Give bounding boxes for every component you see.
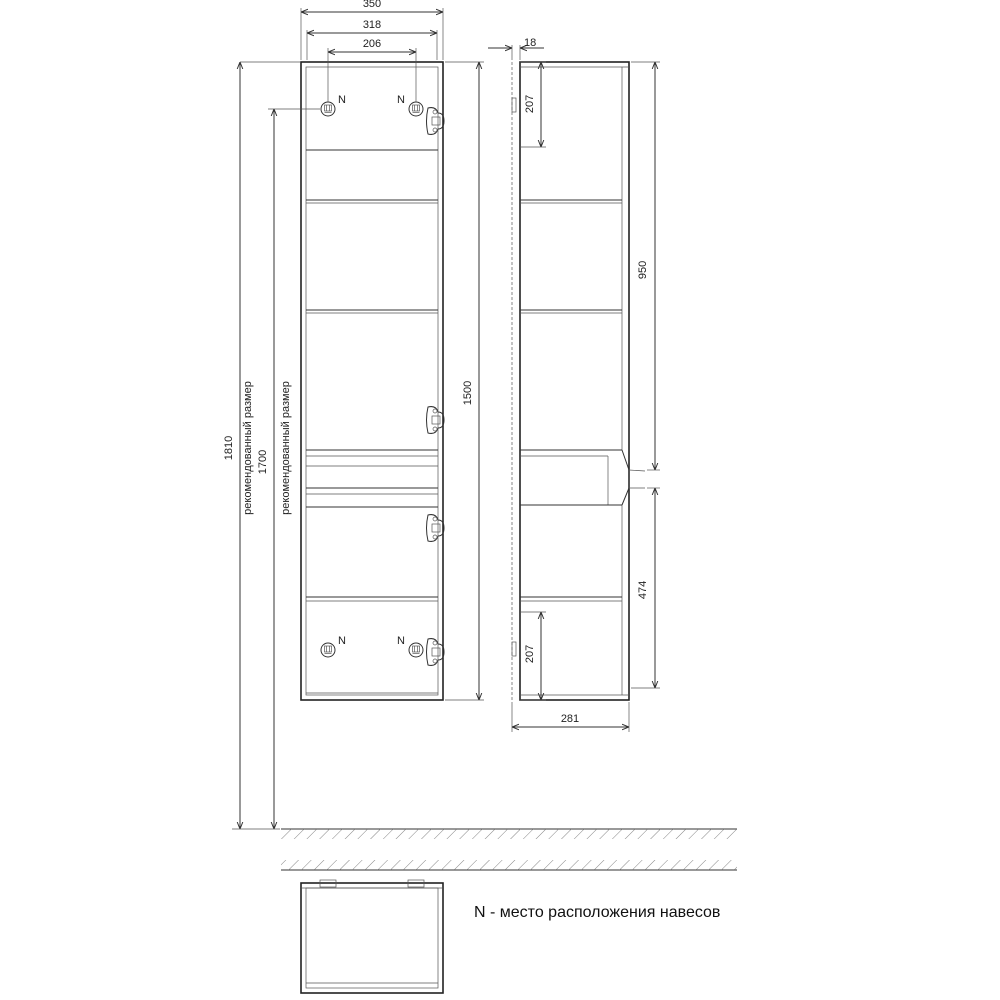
- side-outline: [520, 62, 629, 700]
- hinge-icon: [427, 639, 445, 666]
- dim-height-body: 1500: [462, 380, 474, 406]
- dim-height-bottom-mount: 207: [524, 644, 536, 664]
- dim-width-mount: 318: [362, 19, 382, 31]
- dim-height-top-mount: 207: [524, 94, 536, 114]
- top-view: [281, 860, 737, 993]
- hanger-mark: N: [397, 94, 405, 106]
- side-dimensions: [488, 37, 660, 732]
- dim-height-upper: 950: [637, 260, 649, 280]
- hinge-icon: [427, 407, 445, 434]
- side-view: [512, 62, 645, 700]
- legend-text: N - место расположения навесов: [474, 904, 721, 921]
- cabinet-front-outline: [301, 62, 443, 700]
- hanger-bottom-right-icon: [409, 643, 423, 657]
- dim-recommended-heights: [223, 62, 320, 829]
- hanger-mark: N: [338, 94, 346, 106]
- hinge-icon: [427, 108, 445, 135]
- front-view: [301, 62, 444, 700]
- hanger-bottom-left-icon: [321, 643, 335, 657]
- hanger-mark: N: [397, 635, 405, 647]
- hanger-top-left-icon: [321, 102, 335, 116]
- floor-line: [232, 829, 737, 839]
- dim-height-mount: 1700: [257, 449, 269, 475]
- dim-height-lower: 474: [637, 580, 649, 600]
- top-view-outline: [301, 883, 443, 993]
- recommended-size-label-1: рекомендованный размер: [242, 381, 254, 515]
- dim-width-total: 350: [362, 0, 382, 10]
- recommended-size-label-2: рекомендованный размер: [280, 381, 292, 515]
- dim-width-holes: 206: [362, 38, 382, 50]
- hanger-mark: N: [338, 635, 346, 647]
- hinge-icon: [427, 515, 445, 542]
- front-width-dimensions: [301, 0, 443, 102]
- dim-depth-total: 281: [560, 713, 580, 725]
- dim-depth-panel: 18: [524, 37, 537, 49]
- dim-height-total: 1810: [223, 435, 235, 461]
- dim-body-height: [445, 62, 484, 700]
- hanger-top-right-icon: [409, 102, 423, 116]
